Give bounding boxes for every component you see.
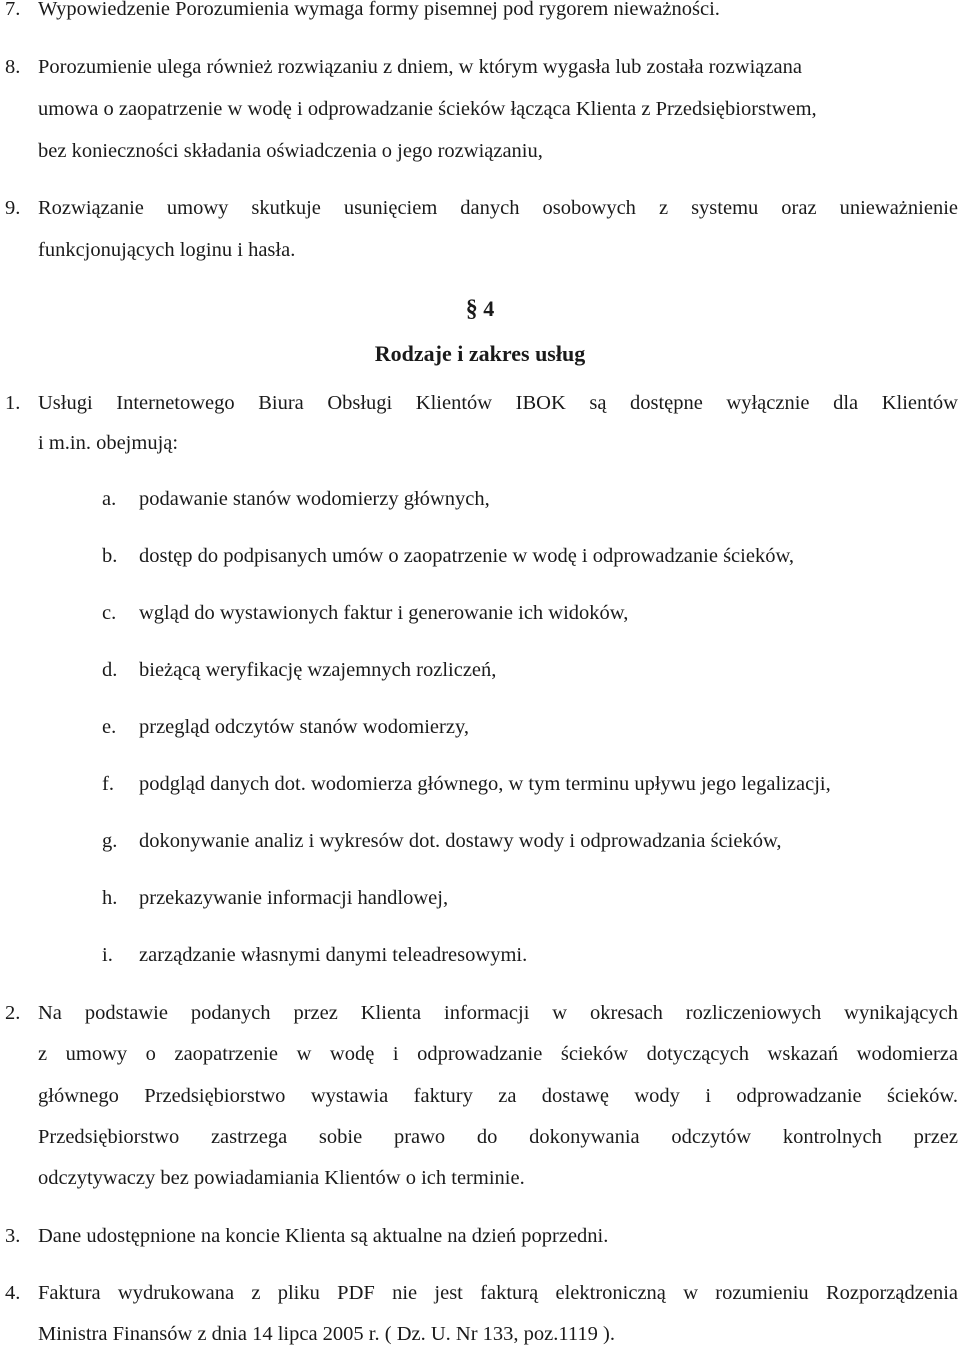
sub-item-letter: b. <box>102 545 118 567</box>
item-number: 2. <box>5 1002 21 1024</box>
item-text: Rozwiązanie umowy skutkuje usunięciem danych osobowych z systemu oraz unieważnienie <box>38 197 958 219</box>
item-number: 8. <box>5 56 21 78</box>
item-text: i m.in. obejmują: <box>38 432 179 454</box>
item-text: bez konieczności składania oświadczenia o jego rozwiązaniu, <box>38 140 543 162</box>
item-text: Dane udostępnione na koncie Klienta są aktualne na dzień poprzedni. <box>38 1225 609 1247</box>
section-symbol: § <box>465 296 478 322</box>
item-text: funkcjonujących loginu i hasła. <box>38 239 296 261</box>
sub-item-letter: a. <box>102 488 117 510</box>
item-number: 1. <box>5 392 21 414</box>
item-text: umowa o zaopatrzenie w wodę i odprowadzanie ścieków łącząca Klienta z Przedsiębiorstwem, <box>38 98 817 120</box>
sub-item-text: podawanie stanów wodomierzy głównych, <box>139 488 490 510</box>
section-number-value: 4 <box>483 296 495 321</box>
sub-item-letter: h. <box>102 887 118 909</box>
sub-item-text: dostęp do podpisanych umów o zaopatrzenie w wodę i odprowadzanie ścieków, <box>139 545 795 567</box>
sub-item-text: wgląd do wystawionych faktur i generowanie ich widoków, <box>139 602 629 624</box>
item-text: Na podstawie podanych przez Klienta informacji w okresach rozliczeniowych wynikających <box>38 1002 958 1024</box>
item-number: 4. <box>5 1282 21 1304</box>
sub-item-letter: d. <box>102 659 118 681</box>
sub-item-text: zarządzanie własnymi danymi teleadresowymi. <box>139 944 528 966</box>
item-text: odczytywaczy bez powiadamiania Klientów o ich terminie. <box>38 1167 525 1189</box>
sub-item-letter: f. <box>102 773 114 795</box>
item-text: Usługi Internetowego Biura Obsługi Klientów IBOK są dostępne wyłącznie dla Klientów <box>38 392 958 414</box>
sub-item-letter: e. <box>102 716 117 738</box>
sub-item-letter: g. <box>102 830 118 852</box>
sub-item-text: przegląd odczytów stanów wodomierzy, <box>139 716 469 738</box>
sub-item-text: przekazywanie informacji handlowej, <box>139 887 449 909</box>
sub-item-letter: c. <box>102 602 117 624</box>
item-number: 7. <box>5 0 21 20</box>
sub-item-text: bieżącą weryfikację wzajemnych rozliczeń, <box>139 659 497 681</box>
item-text: głównego Przedsiębiorstwo wystawia faktury za dostawę wody i odprowadzanie ścieków. <box>38 1085 958 1107</box>
item-text: Wypowiedzenie Porozumienia wymaga formy pisemnej pod rygorem nieważności. <box>38 0 720 20</box>
item-text: Porozumienie ulega również rozwiązaniu z dniem, w którym wygasła lub została rozwiązana <box>38 56 802 78</box>
section-title-text: Rodzaje i zakres usług <box>374 341 586 366</box>
sub-item-text: dokonywanie analiz i wykresów dot. dostawy wody i odprowadzania ścieków, <box>139 830 782 852</box>
sub-item-letter: i. <box>102 944 113 966</box>
item-text: Przedsiębiorstwo zastrzega sobie prawo do dokonywania odczytów kontrolnych przez <box>38 1126 958 1148</box>
item-number: 3. <box>5 1225 21 1247</box>
item-text: Ministra Finansów z dnia 14 lipca 2005 r. ( Dz. U. Nr 133, poz.1119 ). <box>38 1323 615 1345</box>
item-number: 9. <box>5 197 21 219</box>
sub-item-text: podgląd danych dot. wodomierza głównego, w tym terminu upływu jego legalizacji, <box>139 773 831 795</box>
item-text: Faktura wydrukowana z pliku PDF nie jest fakturą elektroniczną w rozumieniu Rozporządzenia <box>38 1282 958 1304</box>
item-text: z umowy o zaopatrzenie w wodę i odprowadzanie ścieków dotyczących wskazań wodomierza <box>38 1043 958 1065</box>
